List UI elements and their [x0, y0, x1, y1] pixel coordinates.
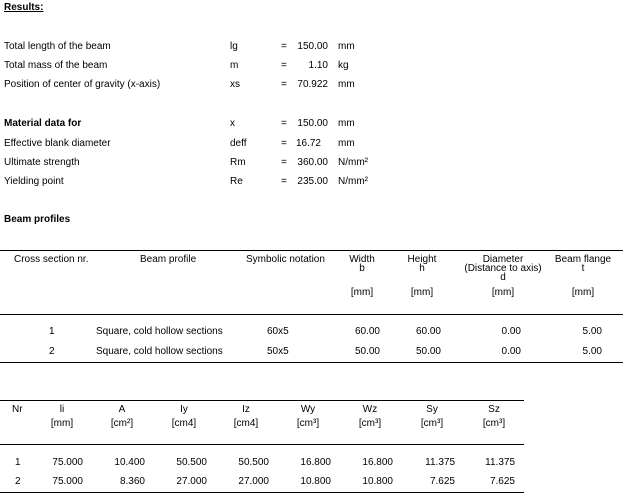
cell-iy: 27.000	[176, 476, 207, 487]
cell-notation: 60x5	[267, 326, 289, 337]
cell-sz: 7.625	[489, 476, 515, 487]
cell-li: 75.000	[52, 476, 83, 487]
cell-profile: Square, cold hollow sections	[96, 346, 223, 357]
material-label: Yielding point	[4, 176, 64, 187]
material-equals: =	[281, 118, 287, 129]
col-header-beam-flange-symbol: t	[581, 263, 585, 274]
col-header-symbolic-notation: Symbolic notation	[246, 254, 325, 265]
col-header-width-unit: [mm]	[350, 287, 374, 298]
table-top-divider	[0, 250, 623, 251]
result-unit: mm	[338, 79, 355, 90]
cell-wy: 16.800	[300, 457, 331, 468]
result-symbol: lg	[230, 41, 238, 52]
col-header-li-unit: [mm]	[50, 418, 74, 429]
col-header-diameter-unit: [mm]	[491, 287, 515, 298]
material-symbol: Rm	[230, 157, 246, 168]
col-header-wy-unit: [cm³]	[296, 418, 320, 429]
col-header-sy: Sy	[426, 404, 438, 415]
result-label: Position of center of gravity (x-axis)	[4, 79, 161, 90]
material-unit: N/mm²	[338, 157, 368, 168]
col-header-iy: Iy	[180, 404, 188, 415]
col-header-a-unit: [cm²]	[110, 418, 134, 429]
table-bottom-divider	[0, 362, 623, 363]
col-header-diameter-symbol: d	[500, 272, 506, 283]
col-header-beam-flange-unit: [mm]	[571, 287, 595, 298]
cell-height: 50.00	[415, 346, 441, 357]
props-header-divider	[0, 444, 524, 445]
material-symbol: deff	[230, 138, 247, 149]
cell-profile: Square, cold hollow sections	[96, 326, 223, 337]
material-value: 16.72	[295, 138, 321, 149]
cell-width: 60.00	[354, 326, 380, 337]
props-bottom-divider	[0, 492, 524, 493]
result-symbol: m	[230, 60, 239, 71]
cell-iz: 50.500	[238, 457, 269, 468]
cell-diameter: 0.00	[501, 326, 521, 337]
col-header-iz-unit: [cm4]	[233, 418, 259, 429]
cell-flange: 5.00	[582, 326, 602, 337]
cell-notation: 50x5	[267, 346, 289, 357]
material-equals: =	[281, 176, 287, 187]
col-header-sz-unit: [cm³]	[482, 418, 506, 429]
col-header-width: Width	[349, 254, 375, 265]
props-top-divider	[0, 400, 524, 401]
material-symbol: x	[230, 118, 235, 129]
cell-nr: 2	[15, 476, 21, 487]
material-equals: =	[281, 157, 287, 168]
col-header-height-symbol: h	[419, 263, 425, 274]
cell-a: 8.360	[119, 476, 145, 487]
cell-wz: 16.800	[362, 457, 393, 468]
result-symbol: xs	[230, 79, 240, 90]
cell-width: 50.00	[354, 346, 380, 357]
cell-iz: 27.000	[238, 476, 269, 487]
cell-a: 10.400	[114, 457, 145, 468]
result-value: 150.00	[297, 41, 328, 52]
material-label: Effective blank diameter	[4, 138, 111, 149]
col-header-sz: Sz	[488, 404, 500, 415]
col-header-height: Height	[407, 254, 437, 265]
col-header-beam-flange: Beam flange	[554, 254, 612, 265]
material-value: 235.00	[297, 176, 328, 187]
col-header-a: A	[118, 404, 126, 415]
cell-diameter: 0.00	[501, 346, 521, 357]
cell-nr: 2	[49, 346, 55, 357]
result-unit: mm	[338, 41, 355, 52]
col-header-wy: Wy	[300, 404, 316, 415]
material-label: Ultimate strength	[4, 157, 80, 168]
col-header-beam-profile: Beam profile	[140, 254, 197, 265]
result-unit: kg	[338, 60, 349, 71]
material-symbol: Re	[230, 176, 243, 187]
col-header-iz: Iz	[242, 404, 250, 415]
col-header-li: li	[59, 404, 65, 415]
col-header-nr: Nr	[12, 404, 23, 415]
col-header-cross-section: Cross section nr.	[14, 254, 89, 265]
results-heading: Results:	[4, 2, 44, 13]
material-unit: mm	[338, 118, 355, 129]
result-label: Total length of the beam	[4, 41, 111, 52]
material-unit: mm	[338, 138, 355, 149]
col-header-width-symbol: b	[359, 263, 365, 274]
col-header-diameter: Diameter	[482, 254, 524, 265]
result-value: 1.10	[308, 60, 328, 71]
material-unit: N/mm²	[338, 176, 368, 187]
header-divider	[0, 314, 623, 315]
col-header-sy-unit: [cm³]	[420, 418, 444, 429]
cell-sz: 11.375	[485, 457, 515, 468]
col-header-height-unit: [mm]	[410, 287, 434, 298]
cell-height: 60.00	[415, 326, 441, 337]
result-equals: =	[281, 79, 287, 90]
cell-sy: 11.375	[425, 457, 455, 468]
cell-li: 75.000	[52, 457, 83, 468]
cell-flange: 5.00	[582, 346, 602, 357]
result-equals: =	[281, 60, 287, 71]
cell-nr: 1	[15, 457, 21, 468]
col-header-wz: Wz	[362, 404, 378, 415]
result-label: Total mass of the beam	[4, 60, 108, 71]
col-header-iy-unit: [cm4]	[171, 418, 197, 429]
material-equals: =	[281, 138, 287, 149]
result-value: 70.922	[297, 79, 328, 90]
material-heading: Material data for	[4, 118, 82, 129]
cell-iy: 50.500	[176, 457, 207, 468]
result-equals: =	[281, 41, 287, 52]
material-value: 360.00	[297, 157, 328, 168]
beam-profiles-heading: Beam profiles	[4, 214, 71, 225]
cell-wy: 10.800	[300, 476, 331, 487]
material-value: 150.00	[297, 118, 328, 129]
cell-nr: 1	[49, 326, 55, 337]
col-header-diameter-note: (Distance to axis)	[464, 263, 542, 274]
col-header-wz-unit: [cm³]	[358, 418, 382, 429]
cell-sy: 7.625	[429, 476, 455, 487]
cell-wz: 10.800	[362, 476, 393, 487]
